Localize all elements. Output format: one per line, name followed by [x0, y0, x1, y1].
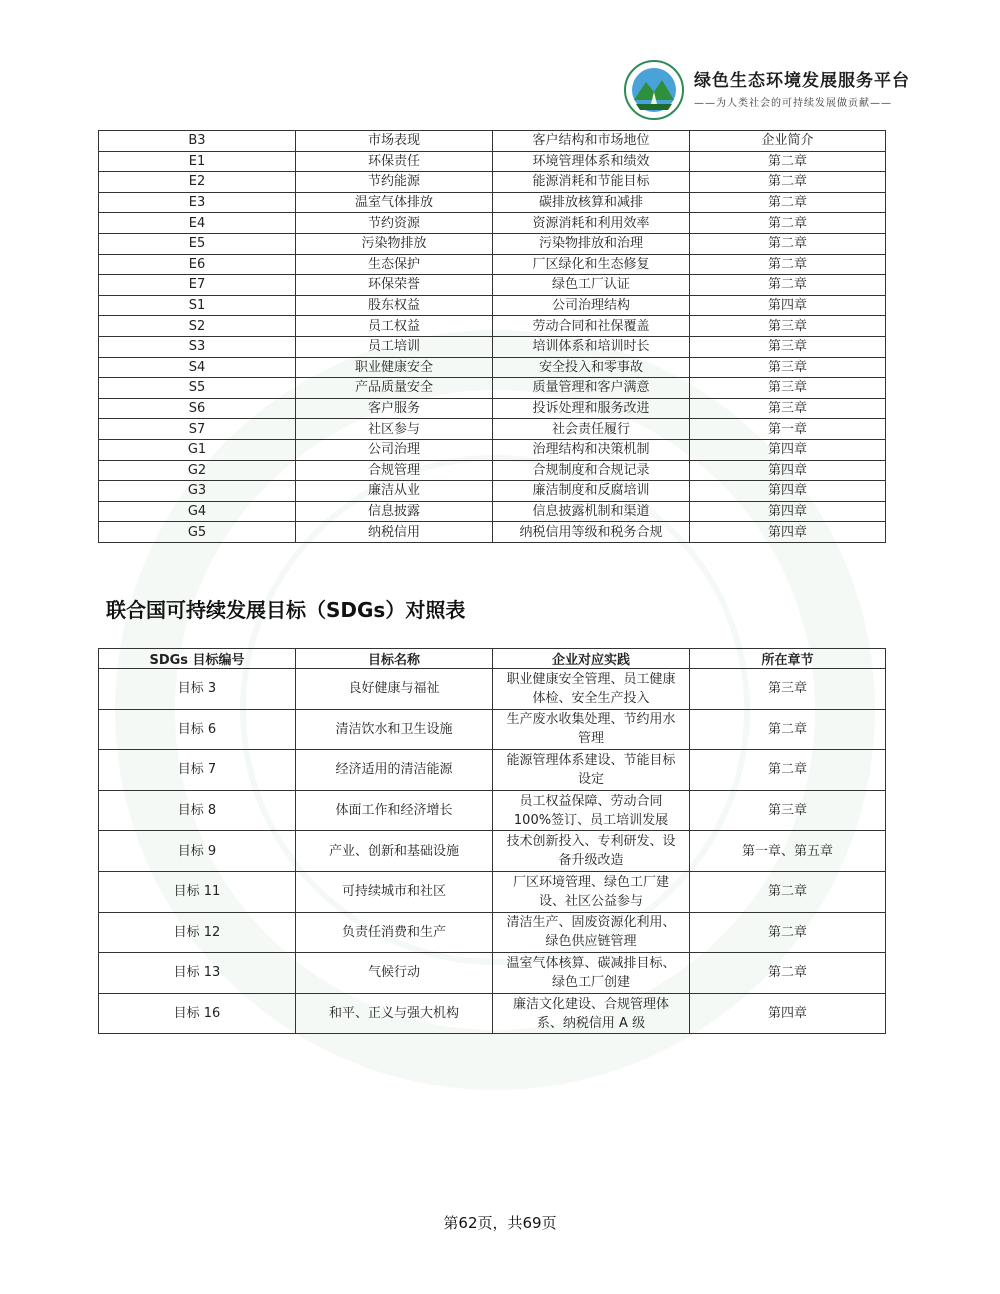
topic-row-cell: 纳税信用等级和税务合规	[493, 522, 690, 543]
topic-row	[99, 172, 886, 193]
topic-row-cell: 第四章	[690, 439, 886, 460]
sdg-row-cell: 能源管理体系建设、节能目标设定	[493, 750, 690, 791]
sdg-row	[99, 709, 886, 750]
topic-row-cell: 节约能源	[296, 172, 493, 193]
topic-row-cell: 纳税信用	[296, 522, 493, 543]
sdg-row-cell: 第三章	[690, 669, 886, 710]
topic-row-cell: 第三章	[690, 336, 886, 357]
topic-row-cell: 生态保护	[296, 254, 493, 275]
topic-row-cell: 第三章	[690, 378, 886, 399]
topic-row-cell: 第三章	[690, 357, 886, 378]
topic-row-cell: 第四章	[690, 501, 886, 522]
topic-row-cell: E4	[99, 213, 296, 234]
sdg-row-cell: 厂区环境管理、绿色工厂建设、社区公益参与	[493, 871, 690, 912]
topic-row-cell: 第三章	[690, 398, 886, 419]
sdg-row-cell: 产业、创新和基础设施	[296, 831, 493, 872]
topic-row-cell: 第四章	[690, 522, 886, 543]
topic-row	[99, 419, 886, 440]
sdg-row-cell: 温室气体核算、碳减排目标、绿色工厂创建	[493, 953, 690, 994]
topic-row-cell: 第四章	[690, 295, 886, 316]
sdg-mapping-table	[98, 648, 886, 1034]
topic-row-cell: 第二章	[690, 172, 886, 193]
sdg-row-cell: 第二章	[690, 750, 886, 791]
topic-row-cell: 股东权益	[296, 295, 493, 316]
topic-row-cell: S2	[99, 316, 296, 337]
sdg-row-cell: 职业健康安全管理、员工健康体检、安全生产投入	[493, 669, 690, 710]
topic-row	[99, 233, 886, 254]
sdg-row	[99, 912, 886, 953]
topic-row-cell: 客户服务	[296, 398, 493, 419]
topic-row-cell: 企业简介	[690, 131, 886, 152]
page-number: 第62页，共69页	[443, 1214, 557, 1232]
topic-row-cell: 产品质量安全	[296, 378, 493, 399]
topic-row-cell: S1	[99, 295, 296, 316]
sdg-header-cell: 所在章节	[690, 649, 886, 669]
topic-row-cell: 污染物排放和治理	[493, 233, 690, 254]
sdg-row	[99, 669, 886, 710]
topic-row-cell: 质量管理和客户满意	[493, 378, 690, 399]
topic-row-cell: S3	[99, 336, 296, 357]
topic-row-cell: 投诉处理和服务改进	[493, 398, 690, 419]
sdg-row-cell: 经济适用的清洁能源	[296, 750, 493, 791]
topic-row-cell: 碳排放核算和减排	[493, 192, 690, 213]
topic-row-cell: 第三章	[690, 316, 886, 337]
sdg-row-cell: 良好健康与福祉	[296, 669, 493, 710]
sdg-row-cell: 和平、正义与强大机构	[296, 993, 493, 1034]
topic-row-cell: E7	[99, 275, 296, 296]
topic-row-cell: 第四章	[690, 481, 886, 502]
sdg-row	[99, 790, 886, 831]
topic-row-cell: 社会责任履行	[493, 419, 690, 440]
topic-row-cell: 信息披露	[296, 501, 493, 522]
topic-row-cell: 员工权益	[296, 316, 493, 337]
sdg-row	[99, 871, 886, 912]
topic-row-cell: 厂区绿化和生态修复	[493, 254, 690, 275]
topic-row-cell: 第四章	[690, 460, 886, 481]
topic-row	[99, 439, 886, 460]
topic-row-cell: G1	[99, 439, 296, 460]
esg-topic-table	[98, 130, 886, 543]
topic-row-cell: G3	[99, 481, 296, 502]
topic-row-cell: G5	[99, 522, 296, 543]
topic-row-cell: 员工培训	[296, 336, 493, 357]
topic-row-cell: 第二章	[690, 192, 886, 213]
sdg-row-cell: 目标 7	[99, 750, 296, 791]
topic-row-cell: 第二章	[690, 254, 886, 275]
sdg-row	[99, 993, 886, 1034]
sdg-row-cell: 清洁生产、固废资源化利用、绿色供应链管理	[493, 912, 690, 953]
topic-row-cell: E3	[99, 192, 296, 213]
topic-row-cell: E5	[99, 233, 296, 254]
sdg-row-cell: 生产废水收集处理、节约用水管理	[493, 709, 690, 750]
topic-row	[99, 254, 886, 275]
sdg-row	[99, 750, 886, 791]
topic-row-cell: 客户结构和市场地位	[493, 131, 690, 152]
topic-row-cell: 第二章	[690, 213, 886, 234]
topic-row	[99, 316, 886, 337]
sdg-row-cell: 目标 12	[99, 912, 296, 953]
topic-row-cell: 培训体系和培训时长	[493, 336, 690, 357]
sdg-row	[99, 831, 886, 872]
topic-row	[99, 295, 886, 316]
topic-row-cell: G2	[99, 460, 296, 481]
sdg-row-cell: 目标 13	[99, 953, 296, 994]
sdg-header-cell: 目标名称	[296, 649, 493, 669]
topic-row-cell: 第二章	[690, 233, 886, 254]
topic-row-cell: 公司治理	[296, 439, 493, 460]
topic-row	[99, 336, 886, 357]
topic-row-cell: 能源消耗和节能目标	[493, 172, 690, 193]
sdg-row-cell: 第二章	[690, 953, 886, 994]
topic-row	[99, 481, 886, 502]
sdg-row-cell: 清洁饮水和卫生设施	[296, 709, 493, 750]
topic-row-cell: 环保荣誉	[296, 275, 493, 296]
topic-row-cell: 第二章	[690, 275, 886, 296]
sdg-row-cell: 第二章	[690, 871, 886, 912]
topic-row-cell: 安全投入和零事故	[493, 357, 690, 378]
topic-row	[99, 357, 886, 378]
topic-row	[99, 378, 886, 399]
sdg-row-cell: 第一章、第五章	[690, 831, 886, 872]
sdg-row-cell: 目标 16	[99, 993, 296, 1034]
topic-row-cell: 市场表现	[296, 131, 493, 152]
topic-row-cell: E2	[99, 172, 296, 193]
topic-row-cell: G4	[99, 501, 296, 522]
topic-row-cell: 职业健康安全	[296, 357, 493, 378]
sdg-row-cell: 目标 3	[99, 669, 296, 710]
topic-row-cell: S6	[99, 398, 296, 419]
sdg-row-cell: 第三章	[690, 790, 886, 831]
topic-row-cell: S5	[99, 378, 296, 399]
topic-row-cell: 第一章	[690, 419, 886, 440]
topic-row-cell: 合规制度和合规记录	[493, 460, 690, 481]
topic-row-cell: 绿色工厂认证	[493, 275, 690, 296]
sdg-row-cell: 第二章	[690, 912, 886, 953]
sdg-table-header-row	[99, 649, 886, 669]
sdg-row-cell: 技术创新投入、专利研发、设备升级改造	[493, 831, 690, 872]
topic-row-cell: 温室气体排放	[296, 192, 493, 213]
sdg-row-cell: 目标 11	[99, 871, 296, 912]
sdg-row	[99, 953, 886, 994]
sdg-header-cell: 企业对应实践	[493, 649, 690, 669]
sdg-row-cell: 第二章	[690, 709, 886, 750]
topic-row-cell: 资源消耗和利用效率	[493, 213, 690, 234]
topic-row-cell: 廉洁制度和反腐培训	[493, 481, 690, 502]
brand-title: 绿色生态环境发展服务平台	[694, 71, 910, 91]
topic-row	[99, 213, 886, 234]
topic-row	[99, 192, 886, 213]
topic-row-cell: 治理结构和决策机制	[493, 439, 690, 460]
sdg-row-cell: 气候行动	[296, 953, 493, 994]
topic-row	[99, 398, 886, 419]
topic-row-cell: 劳动合同和社保覆盖	[493, 316, 690, 337]
green-eco-platform-logo-icon	[624, 60, 684, 120]
sdg-row-cell: 第四章	[690, 993, 886, 1034]
sdg-row-cell: 廉洁文化建设、合规管理体系、纳税信用 A 级	[493, 993, 690, 1034]
topic-row	[99, 501, 886, 522]
brand-slogan: ——为人类社会的可持续发展做贡献——	[694, 98, 892, 109]
section-title: 联合国可持续发展目标（SDGs）对照表	[106, 598, 466, 622]
topic-row	[99, 131, 886, 152]
topic-row-cell: 合规管理	[296, 460, 493, 481]
topic-row-cell: 环境管理体系和绩效	[493, 151, 690, 172]
sdg-row-cell: 负责任消费和生产	[296, 912, 493, 953]
topic-row-cell: B3	[99, 131, 296, 152]
topic-row-cell: 信息披露机制和渠道	[493, 501, 690, 522]
topic-row-cell: 污染物排放	[296, 233, 493, 254]
sdg-row-cell: 目标 9	[99, 831, 296, 872]
sdg-row-cell: 目标 6	[99, 709, 296, 750]
topic-row	[99, 522, 886, 543]
topic-row	[99, 460, 886, 481]
topic-row-cell: 节约资源	[296, 213, 493, 234]
topic-row-cell: 廉洁从业	[296, 481, 493, 502]
topic-row-cell: S4	[99, 357, 296, 378]
topic-row-cell: 环保责任	[296, 151, 493, 172]
topic-row-cell: 社区参与	[296, 419, 493, 440]
sdg-row-cell: 员工权益保障、劳动合同100%签订、员工培训发展	[493, 790, 690, 831]
topic-row-cell: S7	[99, 419, 296, 440]
topic-row-cell: 第二章	[690, 151, 886, 172]
topic-row	[99, 151, 886, 172]
topic-row-cell: 公司治理结构	[493, 295, 690, 316]
topic-row	[99, 275, 886, 296]
sdg-row-cell: 可持续城市和社区	[296, 871, 493, 912]
sdg-row-cell: 体面工作和经济增长	[296, 790, 493, 831]
sdg-header-cell: SDGs 目标编号	[99, 649, 296, 669]
topic-row-cell: E1	[99, 151, 296, 172]
sdg-row-cell: 目标 8	[99, 790, 296, 831]
topic-row-cell: E6	[99, 254, 296, 275]
